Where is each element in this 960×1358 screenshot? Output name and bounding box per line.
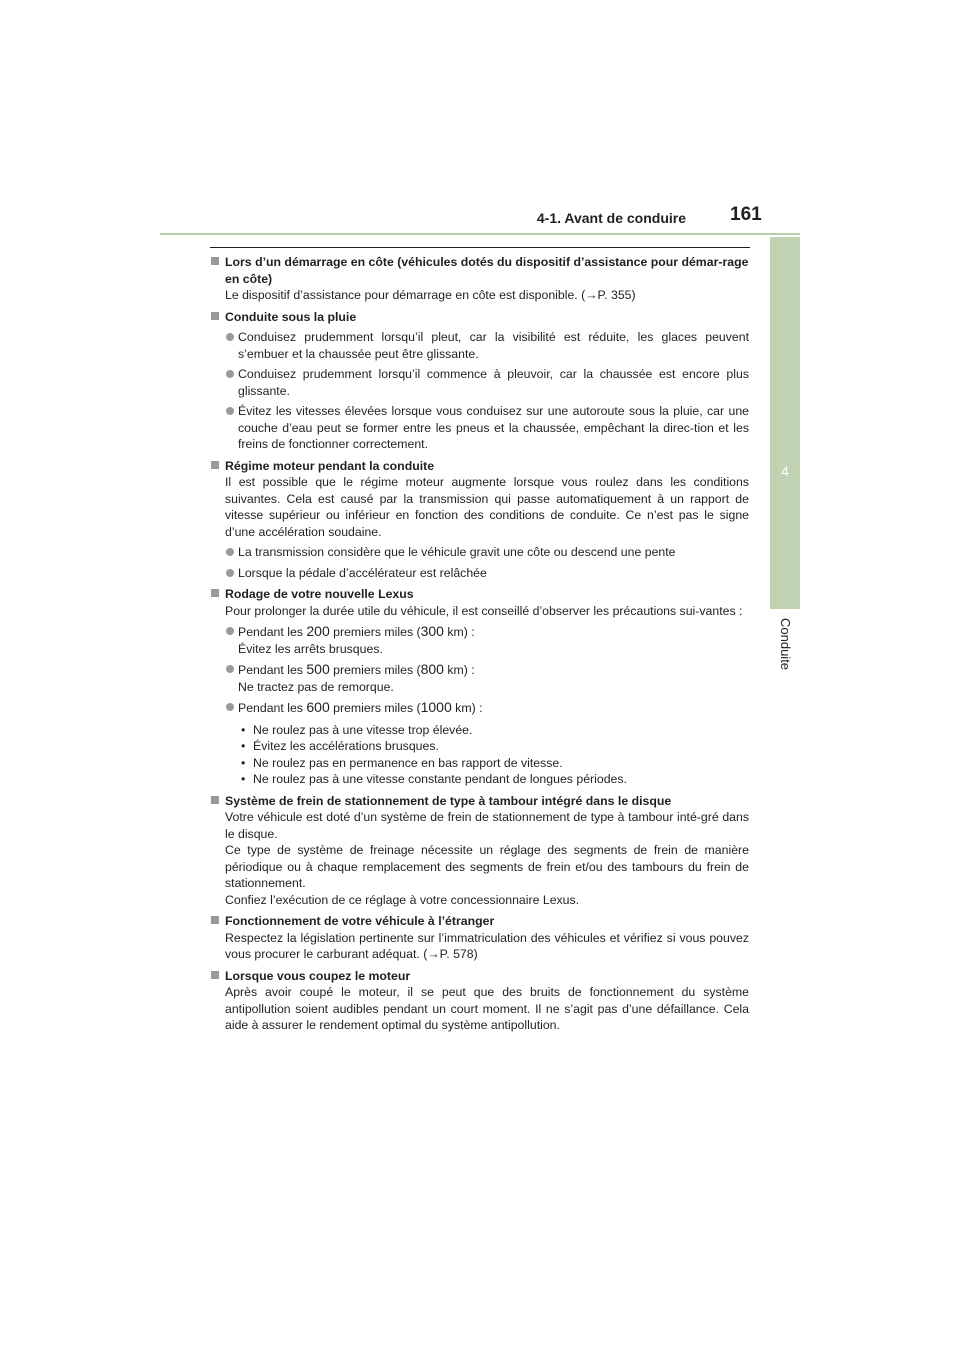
circle-bullet-icon <box>226 407 234 415</box>
square-bullet-icon <box>211 257 219 265</box>
square-bullet-icon <box>211 916 219 924</box>
section-heading: Système de frein de stationnement de type à tambour intégré dans le disque <box>211 793 749 810</box>
circle-bullet-icon <box>226 665 234 673</box>
square-bullet-icon <box>211 589 219 597</box>
section-heading: Régime moteur pendant la conduite <box>211 458 749 475</box>
list-item: Pendant les 600 premiers miles (1000 km) : <box>211 699 749 717</box>
list-item: Pendant les 500 premiers miles (800 km) : Ne tractez pas de remorque. <box>211 661 749 695</box>
section-hill-start <box>211 254 749 304</box>
list-item: Évitez les vitesses élevées lorsque vous conduisez sur une autoroute sous la pluie, car une couche d’eau peut se former entre les pneus et la chaussée, empêchant la direc-tion et les freins de fonctionner correctement. <box>211 403 749 453</box>
sub-list-item: • Évitez les accélérations brusques. <box>211 738 749 755</box>
section-paragraph: Le dispositif d’assistance pour démarrage en côte est disponible. (→P. 355) <box>225 288 636 302</box>
page-content <box>211 254 749 1039</box>
section-heading: Lors d’un démarrage en côte (véhicules dotés du dispositif d’assistance pour démar-rage en côte) <box>211 254 749 287</box>
sub-list-item: • Ne roulez pas en permanence en bas rapport de vitesse. <box>211 755 749 772</box>
chapter-label: Conduite <box>778 618 793 671</box>
sub-list-item: • Ne roulez pas à une vitesse trop élevée. <box>211 722 749 739</box>
section-paragraph: Après avoir coupé le moteur, il se peut que des bruits de fonctionnement du système antipollution soient audibles pendant un court moment. Il ne s’agit pas d’une défaillance. Cela aide à assurer le rendement optimal du système antipollution. <box>225 985 749 1032</box>
chapter-number: 4 <box>781 463 789 479</box>
list-item: Lorsque la pédale d’accélérateur est relâchée <box>211 565 749 582</box>
section-paragraph: Respectez la législation pertinente sur l’immatriculation des véhicules et vérifiez si vous pouvez vous procurer le carburant adéquat. (→P. 578) <box>225 930 749 961</box>
square-bullet-icon <box>211 461 219 469</box>
header-rule <box>160 233 800 235</box>
section-heading: Rodage de votre nouvelle Lexus <box>211 586 749 603</box>
section-rain-driving <box>211 309 749 453</box>
section-heading: Conduite sous la pluie <box>211 309 749 326</box>
section-engine-off <box>211 968 749 1034</box>
section-engine-speed <box>211 458 749 582</box>
sub-list-item: • Ne roulez pas à une vitesse constante pendant de longues périodes. <box>211 771 749 788</box>
section-paragraph: Confiez l’exécution de ce réglage à votre concessionnaire Lexus. <box>225 892 580 907</box>
sub-list <box>211 722 749 788</box>
section-heading: Fonctionnement de votre véhicule à l’étranger <box>211 913 749 930</box>
square-bullet-icon <box>211 971 219 979</box>
section-paragraph: Pour prolonger la durée utile du véhicule, il est conseillé d’observer les précautions sui-vantes : <box>225 603 743 618</box>
list-item: Pendant les 200 premiers miles (300 km) : Évitez les arrêts brusques. <box>211 623 749 657</box>
section-paragraph: Il est possible que le régime moteur augmente lorsque vous roulez dans les conditions suivantes. Cela est causé par la transmission qui passe automatiquement à un rapport de vitesse supérieur ou inférieur en fonction des conditions de conduite. Ce n’est pas le signe d’une accélération soudaine. <box>225 475 749 539</box>
list-item: Conduisez prudemment lorsqu’il pleut, car la visibilité est réduite, les glaces peuvent s’embuer et la chaussée peut être glissante. <box>211 329 749 362</box>
circle-bullet-icon <box>226 627 234 635</box>
circle-bullet-icon <box>226 370 234 378</box>
header-section-title: 4-1. Avant de conduire <box>536 210 686 226</box>
chapter-side-tab <box>770 237 800 609</box>
circle-bullet-icon <box>226 333 234 341</box>
list-item: La transmission considère que le véhicule gravit une côte ou descend une pente <box>211 544 749 561</box>
circle-bullet-icon <box>226 569 234 577</box>
list-item: Conduisez prudemment lorsqu’il commence à pleuvoir, car la chaussée est encore plus glissante. <box>211 366 749 399</box>
section-paragraph: Ce type de système de freinage nécessite un réglage des segments de frein de manière périodique ou à chaque remplacement des segments de frein et/ou des tambours du frein de stationnement. <box>225 843 749 890</box>
section-parking-brake <box>211 793 749 909</box>
square-bullet-icon <box>211 312 219 320</box>
section-break-in <box>211 586 749 788</box>
square-bullet-icon <box>211 796 219 804</box>
section-abroad <box>211 913 749 963</box>
content-top-rule <box>210 247 750 248</box>
section-paragraph: Votre véhicule est doté d’un système de frein de stationnement de type à tambour inté-gré dans le disque. <box>225 810 749 841</box>
circle-bullet-icon <box>226 703 234 711</box>
section-heading: Lorsque vous coupez le moteur <box>211 968 749 985</box>
circle-bullet-icon <box>226 548 234 556</box>
page-number: 161 <box>730 204 762 225</box>
